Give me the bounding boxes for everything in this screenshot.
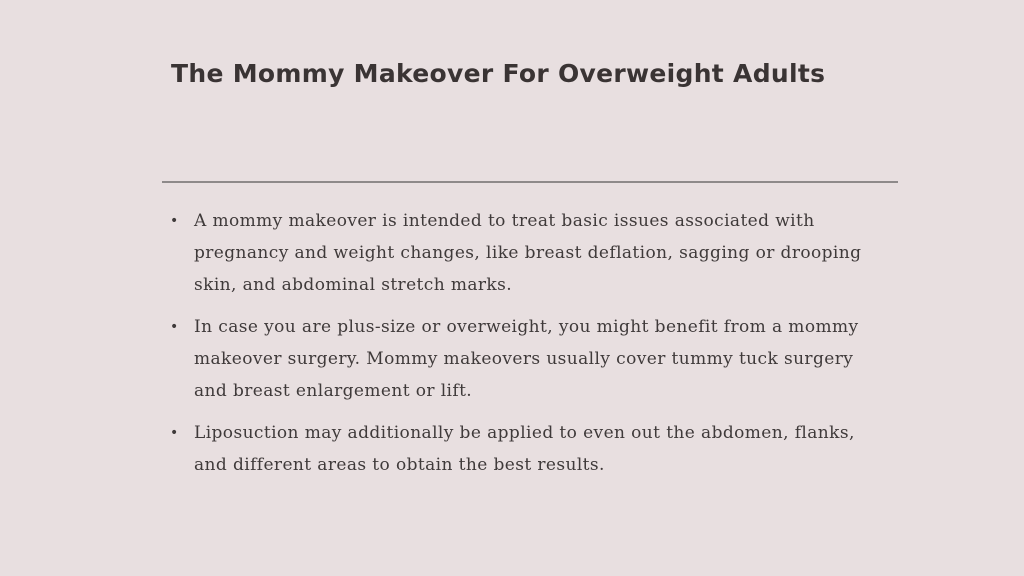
bullet-dot-icon: • bbox=[170, 425, 179, 441]
bullet-dot-icon: • bbox=[170, 213, 179, 229]
bullet-text: A mommy makeover is intended to treat basic issues associated with pregnancy and weight changes, like breast deflation, sagging or drooping skin, and abdominal stretch marks. bbox=[194, 211, 862, 295]
bullet-item bbox=[170, 311, 890, 407]
bullet-text: Liposuction may additionally be applied to even out the abdomen, flanks, and different areas to obtain the best results. bbox=[194, 423, 855, 475]
bullet-text: In case you are plus-size or overweight, you might benefit from a mommy makeover surgery. Mommy makeovers usually cover tummy tuck surgery and breast enlargement or lift. bbox=[194, 317, 859, 401]
bullet-item bbox=[170, 417, 890, 481]
bullet-item bbox=[170, 205, 890, 301]
bullet-dot-icon: • bbox=[170, 319, 179, 335]
slide-title: The Mommy Makeover For Overweight Adults bbox=[171, 59, 826, 88]
bullet-list bbox=[170, 205, 890, 491]
title-divider bbox=[162, 181, 898, 183]
